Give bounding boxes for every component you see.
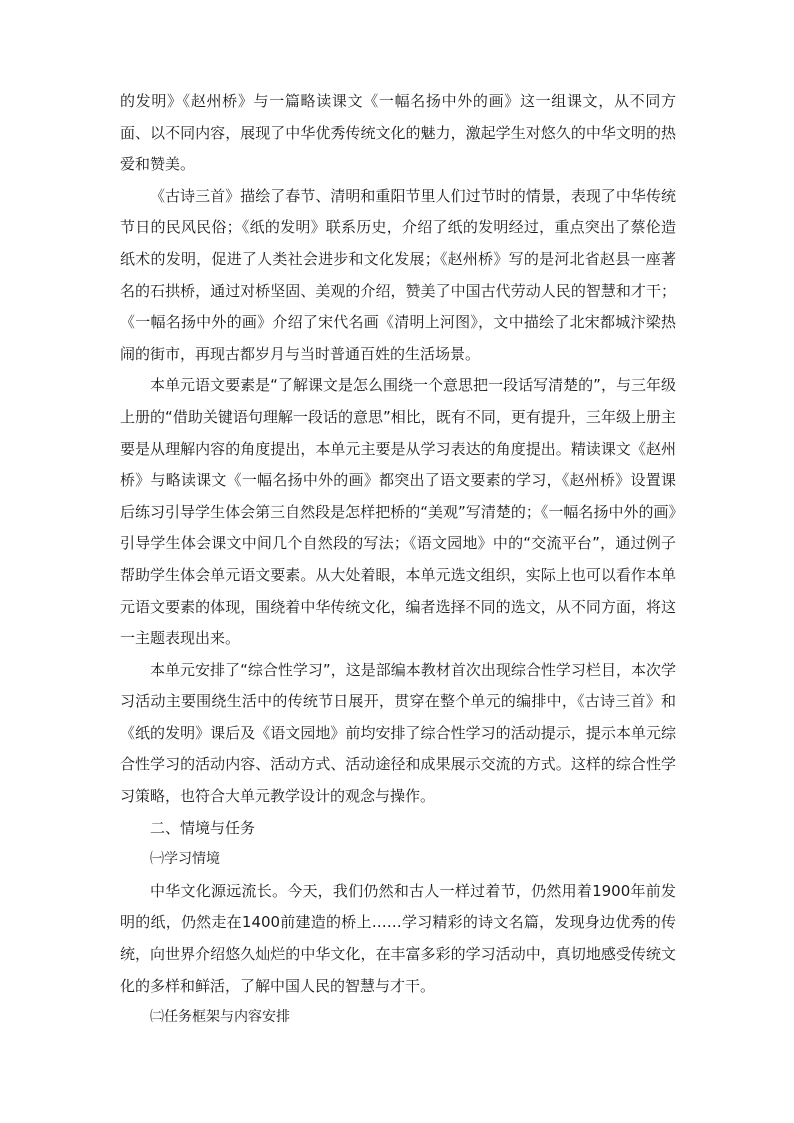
section-heading-situation-and-tasks: 二、情境与任务: [150, 818, 256, 837]
paragraph-language-elements: 本单元语文要素是“了解课文是怎么围绕一个意思把一段话写清楚的”，与三年级上册的“借助关键语句理解一段话的意思”相比，既有不同，更有提升，三年级上册主要是从理解内容的角度提出，本单元主要是从学习表达的角度提出。精读课文《赵州桥》与略读课文《一幅名扬中外的画》都突出了语文要素的学习，《赵州桥》设置课后练习引导学生体会第三自然段是怎样把桥的“美观”写清楚的；《一幅名扬中外的画》引导学生体会课文中间几个自然段的写法；《语文园地》中的“交流平台”，通过例子帮助学生体会单元语文要素。从大处着眼，本单元选文组织，实际上也可以看作本单元语文要素的体现，围绕着中华传统文化，编者选择不同的选文，从不同方面，将这一主题表现出来。: [120, 376, 676, 648]
subheading-learning-situation: ㈠学习情境: [150, 851, 220, 868]
paragraph-unit-overview-end: 的发明》《赵州桥》与一篇略读课文《一幅名扬中外的画》这一组课文，从不同方面、以不同内容，展现了中华优秀传统文化的魅力，激起学生对悠久的中华文明的热爱和赞美。: [120, 92, 676, 174]
paragraph-texts-summary: 《古诗三首》描绘了春节、清明和重阳节里人们过节时的情景，表现了中华传统节日的民风民俗；《纸的发明》联系历史，介绍了纸的发明经过，重点突出了蔡伦造纸术的发明，促进了人类社会进步和文化发展；《赵州桥》写的是河北省赵县一座著名的石拱桥，通过对桥坚固、美观的介绍，赞美了中国古代劳动人民的智慧和才干；《一幅名扬中外的画》介绍了宋代名画《清明上河图》，文中描绘了北宋都城汴梁热闹的街市，再现古都岁月与当时普通百姓的生活场景。: [120, 186, 676, 363]
subheading-task-framework: ㈡任务框架与内容安排: [150, 1009, 290, 1026]
paragraph-comprehensive-learning: 本单元安排了“综合性学习”，这是部编本教材首次出现综合性学习栏目，本次学习活动主要围绕生活中的传统节日展开，贯穿在整个单元的编排中，《古诗三首》和《纸的发明》课后及《语文园地》前均安排了综合性学习的活动提示，提示本单元综合性学习的活动内容、活动方式、活动途径和成果展示交流的方式。这样的综合性学习策略，也符合大单元教学设计的观念与操作。: [120, 660, 676, 806]
paragraph-learning-situation: 中华文化源远流长。今天，我们仍然和古人一样过着节，仍然用着1900年前发明的纸，仍然走在1400前建造的桥上……学习精彩的诗文名篇，发现身边优秀的传统，向世界介绍悠久灿烂的中华文化，在丰富多彩的学习活动中，真切地感受传统文化的多样和鲜活，了解中国人民的智慧与才干。: [120, 881, 676, 995]
document-body: [120, 86, 676, 1034]
